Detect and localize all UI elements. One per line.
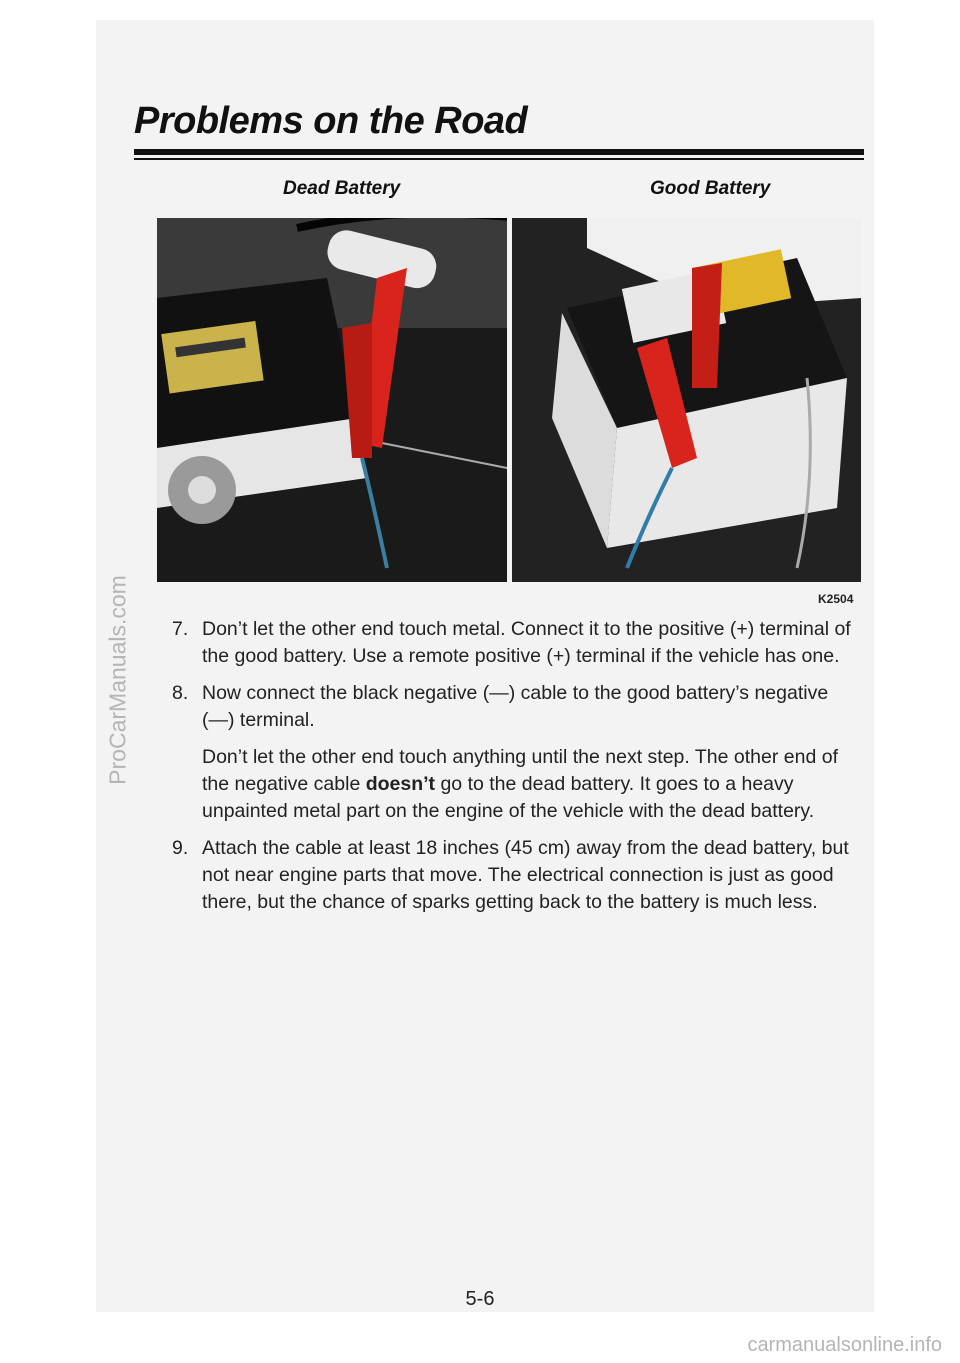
step-number: 7. <box>172 618 189 640</box>
jump-start-photo <box>157 218 861 582</box>
battery-illustration <box>157 218 861 582</box>
watermark-bottom: carmanualsonline.info <box>747 1334 942 1356</box>
note-text-after: go to the dead battery. It goes to a heavy unpainted metal part on the engine of the vehicle with the dead battery. <box>202 773 815 822</box>
instruction-list <box>172 616 862 926</box>
step-text: Now connect the black negative (—) cable to the good battery’s negative (—) terminal. <box>202 682 829 731</box>
step-number: 8. <box>172 682 189 704</box>
step-7 <box>172 616 862 670</box>
title-rule-thin <box>134 158 864 160</box>
step-text: Attach the cable at least 18 inches (45 cm) away from the dead battery, but not near engine parts that move. The electrical connection is just as good there, but the chance of sparks getting back to the battery is much less. <box>202 837 849 913</box>
watermark-side: ProCarManuals.com <box>104 575 131 785</box>
caption-good-battery: Good Battery <box>650 178 771 199</box>
page-number: 5-6 <box>465 1288 495 1310</box>
step-8-note <box>172 744 862 825</box>
title-rule-thick <box>134 149 864 155</box>
step-text: Don’t let the other end touch metal. Connect it to the positive (+) terminal of the good battery. Use a remote positive (+) terminal if the vehicle has one. <box>202 618 851 667</box>
note-text-before: Don’t let the other end touch anything until the next step. The other end of the negative cable <box>202 746 838 795</box>
step-9 <box>172 835 862 916</box>
caption-dead-battery: Dead Battery <box>283 178 401 199</box>
figure-code: K2504 <box>818 592 854 606</box>
note-text-bold: doesn’t <box>365 773 436 795</box>
page-title: Problems on the Road <box>134 100 528 142</box>
step-number: 9. <box>172 837 189 859</box>
step-8 <box>172 680 862 734</box>
